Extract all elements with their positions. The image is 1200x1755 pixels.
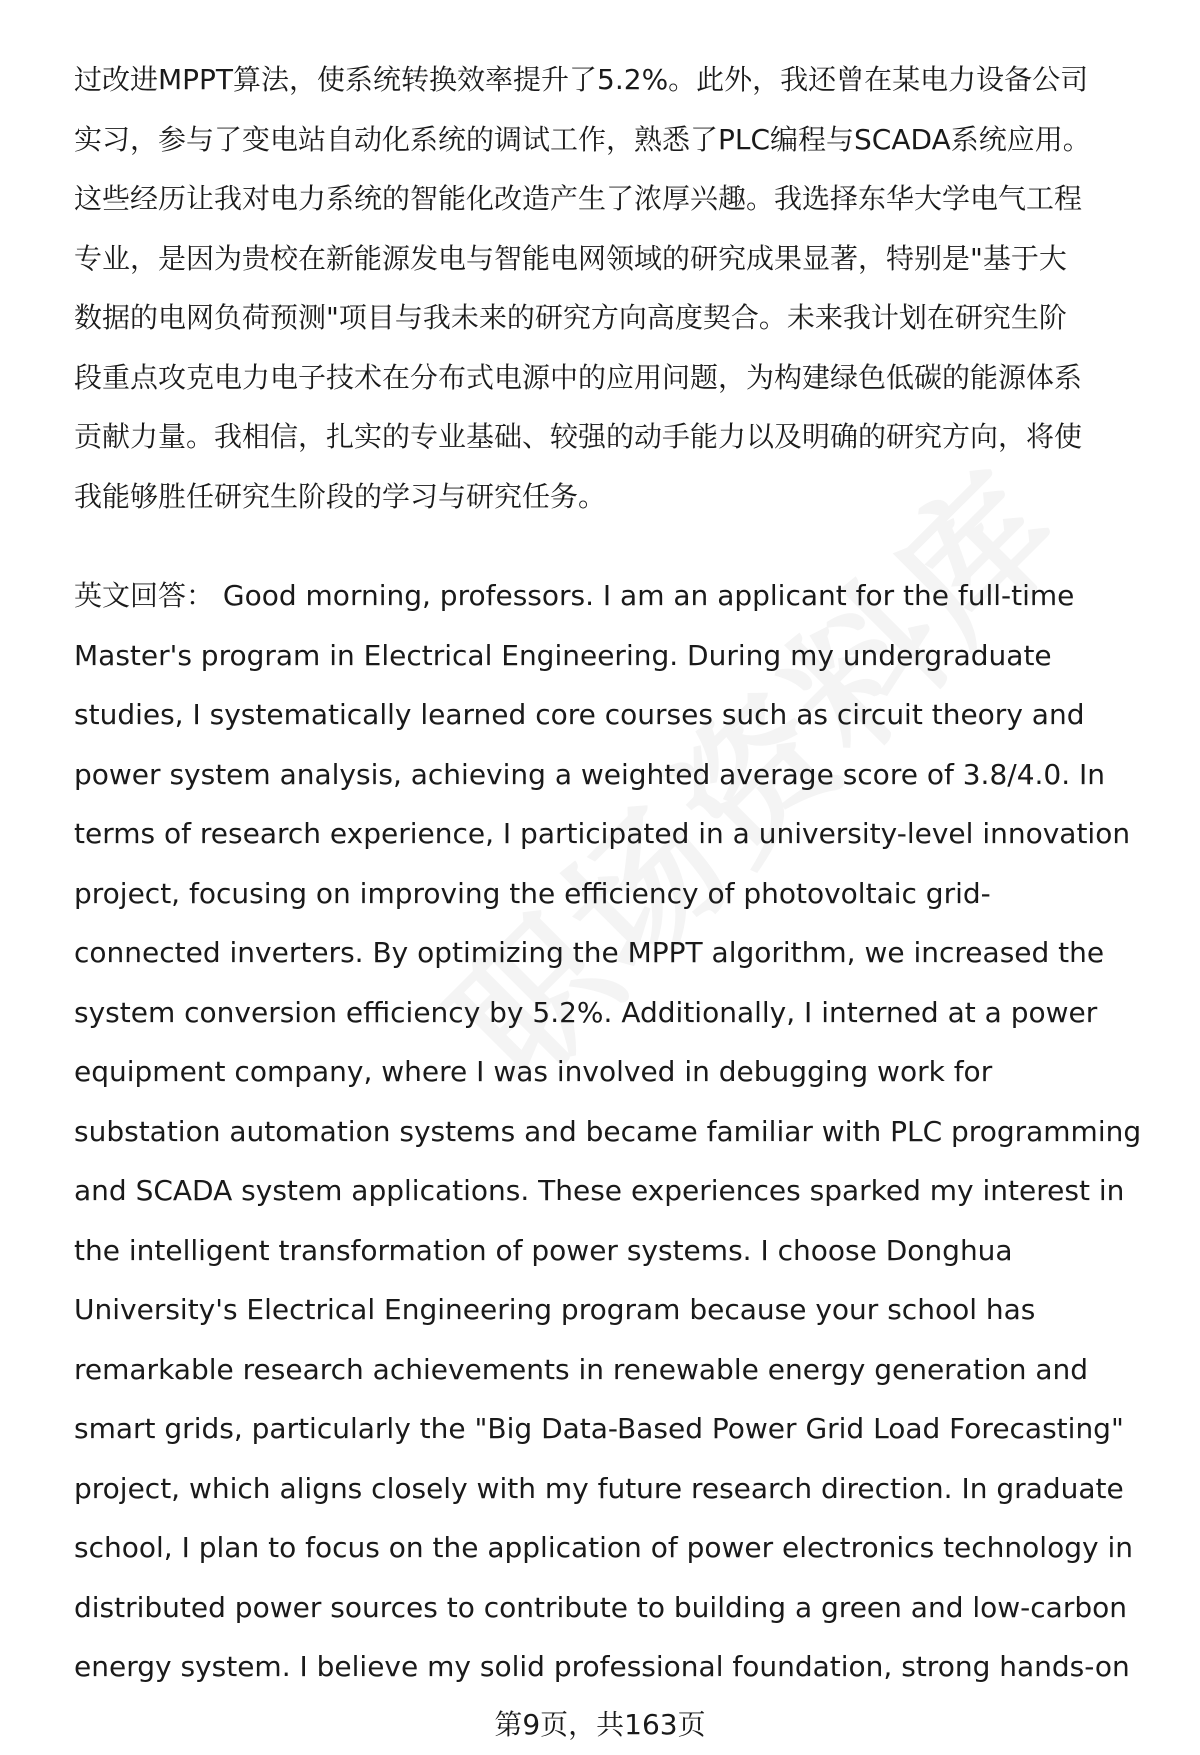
page-number-footer: 第9页，共163页: [494, 1708, 706, 1741]
text-line: smart grids, particularly the "Big Data-Based Power Grid Load Forecasting": [74, 1412, 1124, 1445]
text-line: power system analysis, achieving a weighted average score of 3.8/4.0. In: [74, 757, 1106, 791]
text-line: terms of research experience, I participated in a university-level innovation: [74, 817, 1131, 850]
text-line: 专业，是因为贵校在新能源发电与智能电网领域的研究成果显著，特别是"基于大: [74, 241, 1067, 275]
text-line: system conversion efficiency by 5.2%. Additionally, I interned at a power: [74, 995, 1098, 1029]
text-line: project, focusing on improving the efficiency of photovoltaic grid-: [74, 876, 991, 910]
english-answer-paragraph: [74, 566, 1164, 1697]
document-body: [74, 50, 1164, 1697]
text-line: 段重点攻克电力电子技术在分布式电源中的应用问题，为构建绿色低碳的能源体系: [74, 360, 1083, 394]
text-line: energy system. I believe my solid professional foundation, strong hands-on: [74, 1650, 1130, 1683]
text-line: substation automation systems and became familiar with PLC programming: [74, 1114, 1142, 1148]
paragraph-gap: [74, 526, 1164, 566]
text-line: the intelligent transformation of power systems. I choose Donghua: [74, 1233, 1013, 1267]
text-line: University's Electrical Engineering program because your school has: [74, 1293, 1036, 1326]
text-line: connected inverters. By optimizing the MPPT algorithm, we increased the: [74, 936, 1105, 969]
text-line: school, I plan to focus on the application of power electronics technology in: [74, 1531, 1133, 1564]
text-line: 数据的电网负荷预测"项目与我未来的研究方向高度契合。未来我计划在研究生阶: [74, 301, 1067, 334]
text-line: 过改进MPPT算法，使系统转换效率提升了5.2%。此外，我还曾在某电力设备公司: [74, 63, 1089, 96]
text-line: 英文回答： Good morning, professors. I am an applicant for the full-time: [74, 579, 1075, 612]
text-line: 这些经历让我对电力系统的智能化改造产生了浓厚兴趣。我选择东华大学电气工程: [74, 182, 1083, 215]
chinese-answer-paragraph: [74, 50, 1164, 526]
text-line: 我能够胜任研究生阶段的学习与研究任务。: [74, 479, 607, 513]
text-line: distributed power sources to contribute to building a green and low-carbon: [74, 1590, 1127, 1624]
text-line: and SCADA system applications. These experiences sparked my interest in: [74, 1174, 1125, 1207]
text-line: equipment company, where I was involved in debugging work for: [74, 1055, 993, 1088]
text-line: remarkable research achievements in renewable energy generation and: [74, 1352, 1089, 1386]
text-line: 实习，参与了变电站自动化系统的调试工作，熟悉了PLC编程与SCADA系统应用。: [74, 122, 1091, 156]
text-line: studies, I systematically learned core courses such as circuit theory and: [74, 698, 1085, 731]
text-line: Master's program in Electrical Engineering. During my undergraduate: [74, 638, 1052, 672]
text-line: project, which aligns closely with my future research direction. In graduate: [74, 1471, 1124, 1505]
text-line: 贡献力量。我相信，扎实的专业基础、较强的动手能力以及明确的研究方向，将使: [74, 420, 1083, 453]
